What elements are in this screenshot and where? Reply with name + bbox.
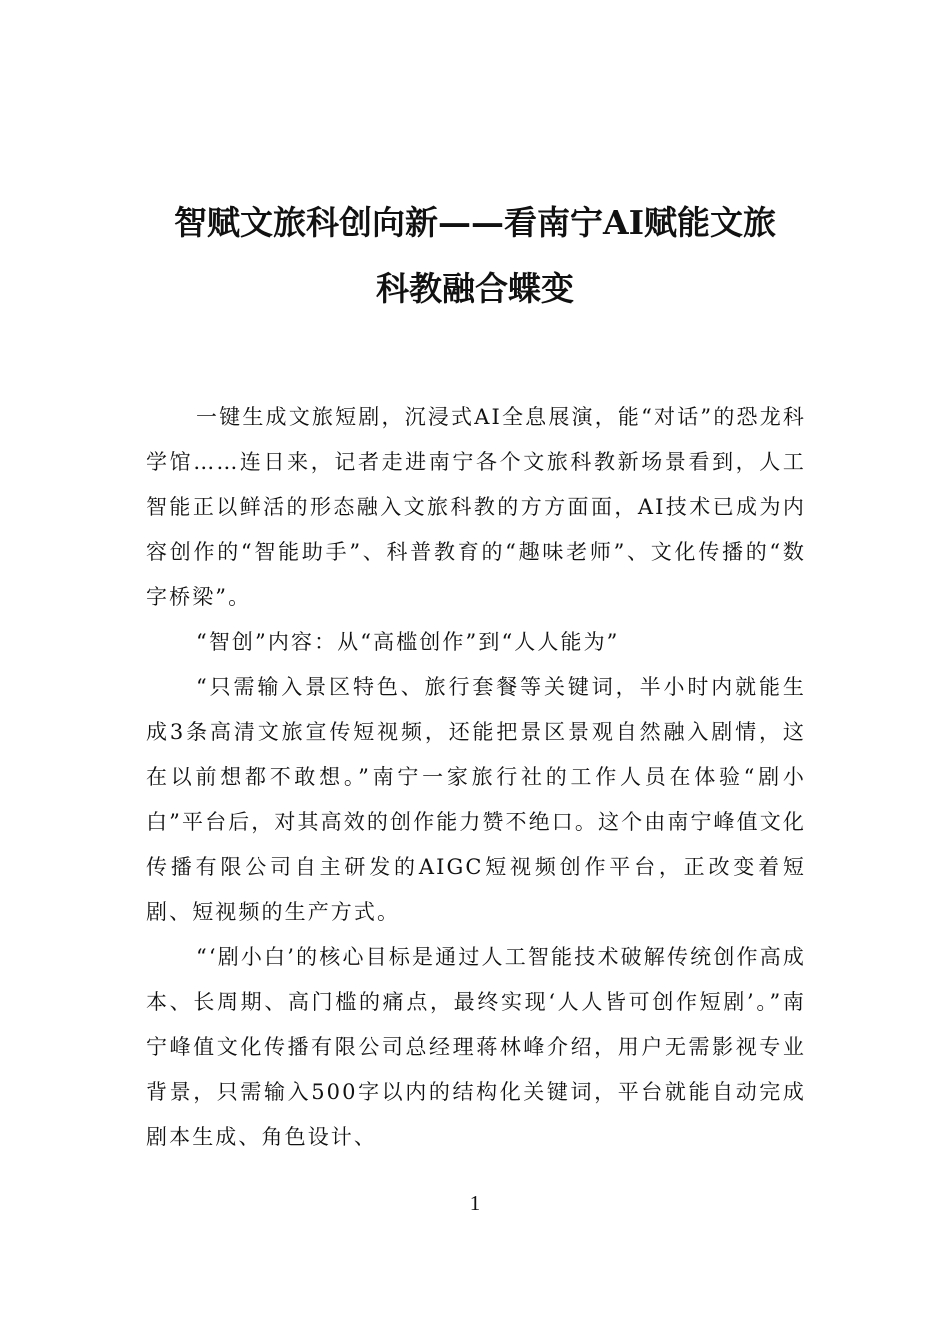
paragraph-quote: “只需输入景区特色、旅行套餐等关键词，半小时内就能生成3条高清文旅宣传短视频，还能把景区景观自然融入剧情，这在以前想都不敢想。”南宁一家旅行社的工作人员在体验“剧小白”平台后，对其高效的创作能力赞不绝口。这个由南宁峰值文化传播有限公司自主研发的AIGC短视频创作平台，正改变着短剧、短视频的生产方式。 [146,675,806,924]
title-line-2: 科教融合蝶变 [376,269,574,308]
page-title [140,190,810,322]
paragraph-intro: 一键生成文旅短剧，沉浸式AI全息展演，能“对话”的恐龙科学馆……连日来，记者走进南宁各个文旅科教新场景看到，人工智能正以鲜活的形态融入文旅科教的方方面面，AI技术已成为内容创作的“智能助手”、科普教育的“趣味老师”、文化传播的“数字桥梁”。 [146,405,806,609]
paragraph-interview: “‘剧小白’的核心目标是通过人工智能技术破解传统创作高成本、长周期、高门槛的痛点，最终实现‘人人皆可创作短剧’。”南宁峰值文化传播有限公司总经理蒋林峰介绍，用户无需影视专业背景，只需输入500字以内的结构化关键词，平台就能自动完成剧本生成、角色设计、 [146,945,806,1149]
section-heading: “智创”内容：从“高槛创作”到“人人能为” [196,630,620,654]
article-body [146,395,806,1160]
page-number: 1 [469,1191,481,1215]
title-line-1: 智赋文旅科创向新——看南宁AI赋能文旅 [173,203,777,242]
